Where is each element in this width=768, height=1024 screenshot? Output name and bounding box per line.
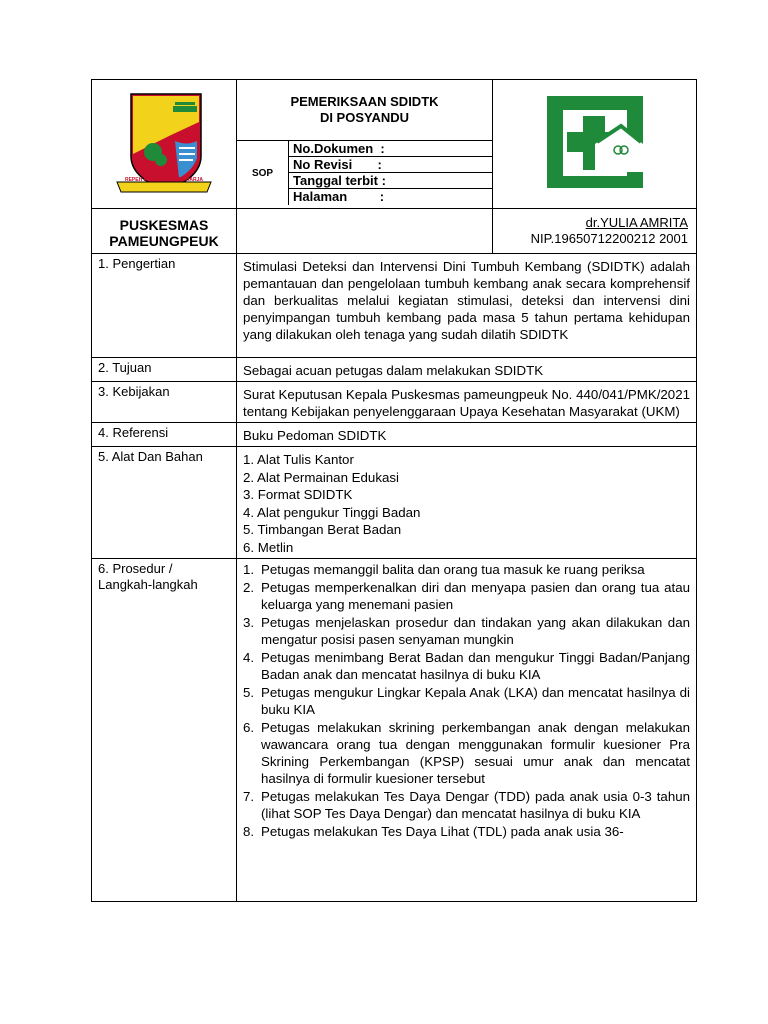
list-item: 6. Metlin <box>243 539 294 555</box>
district-motto: REPEH RAPIH KERTA RAHARJA <box>124 177 204 183</box>
section-label-pengertian: 1. Pengertian <box>92 254 237 358</box>
section-steps-prosedur <box>237 559 697 902</box>
list-item: 1. Petugas memanggil balita dan orang tua masuk ke ruang periksa <box>243 562 645 577</box>
section-label-alat: 5. Alat Dan Bahan <box>92 447 237 559</box>
title-cell <box>237 80 493 209</box>
section-label-kebijakan: 3. Kebijakan <box>92 382 237 423</box>
revision-field: No Revisi : <box>289 157 492 173</box>
list-item: 3. Format SDIDTK <box>243 487 353 502</box>
sop-table <box>91 79 697 902</box>
doc-number-field: No.Dokumen : <box>289 141 492 157</box>
list-item: 3. Petugas menjelaskan prosedur dan tindakan yang akan dilakukan dan mengatur posisi pasen senyaman mungkin <box>243 615 690 647</box>
issue-date-field: Tanggal terbit : <box>289 173 492 189</box>
section-text-tujuan: Sebagai acuan petugas dalam melakukan SDIDTK <box>237 358 697 382</box>
list-item: 2. Petugas memperkenalkan diri dan menyapa pasien dan orang tua atau keluarga yang menemani pasien <box>243 580 690 612</box>
list-item: 8. Petugas melakukan Tes Daya Lihat (TDL) pada anak usia 36- <box>243 824 624 839</box>
list-item: 5. Petugas mengukur Lingkar Kepala Anak (LKA) dan mencatat hasilnya di buku KIA <box>243 685 690 717</box>
empty-cell <box>237 209 493 254</box>
signer-block <box>493 209 697 254</box>
signer-name: dr.YULIA AMRITA <box>585 215 688 230</box>
list-item: 2. Alat Permainan Edukasi <box>243 469 399 485</box>
document-info <box>237 141 492 205</box>
list-item: 5. Timbangan Berat Badan <box>243 522 402 537</box>
list-item: 4. Alat pengukur Tinggi Badan <box>243 504 421 520</box>
sop-label: SOP <box>237 141 289 205</box>
organization-name: PUSKESMAS PAMEUNGPEUK <box>92 209 237 254</box>
page-field: Halaman : <box>293 189 385 204</box>
section-label-tujuan: 2. Tujuan <box>92 358 237 382</box>
list-item: 6. Petugas melakukan skrining perkembangan anak dengan melakukan wawancara orang tua dengan menggunakan formulir kuesioner Pra Skrining Perkembangan (KPSP) sesuai umur anak dan mencatat hasilnya di formulir kuesioner tersebut <box>243 720 690 786</box>
puskesmas-logo-icon <box>539 92 651 192</box>
signer-nip: NIP.19650712200212 2001 <box>530 231 688 246</box>
section-text-kebijakan: Surat Keputusan Kepala Puskesmas pameungpeuk No. 440/041/PMK/2021 tentang Kebijakan penyelenggaraan Upaya Kesehatan Masyarakat (UKM) <box>237 382 697 423</box>
list-item: 7. Petugas melakukan Tes Daya Dengar (TDD) pada anak usia 0-3 tahun (lihat SOP Tes Daya Dengar) dan mencatat hasilnya di buku KIA <box>243 789 690 821</box>
section-label-prosedur: 6. Prosedur / Langkah-langkah <box>92 559 237 902</box>
list-item: 1. Alat Tulis Kantor <box>243 452 354 467</box>
section-text-pengertian: Stimulasi Deteksi dan Intervensi Dini Tumbuh Kembang (SDIDTK) adalah pemantauan dan pengelolaan tumbuh kembang anak secara komprehensif dan berkualitas melalui kegiatan stimulasi, deteksi dan intervensi dini penyimpangan tumbuh kembang pada masa 5 tahun pertama kehidupan yang dilakukan oleh tenaga yang sudah dilatih SDIDTK <box>237 254 697 358</box>
puskesmas-logo-cell <box>493 80 697 209</box>
document-title: PEMERIKSAAN SDIDTK DI POSYANDU <box>237 80 492 141</box>
section-list-alat <box>237 447 697 559</box>
district-logo-cell <box>92 80 237 209</box>
sop-document <box>91 79 696 902</box>
section-text-referensi: Buku Pedoman SDIDTK <box>237 423 697 447</box>
list-item: 4. Petugas menimbang Berat Badan dan mengukur Tinggi Badan/Panjang Badan anak dan mencatat hasilnya di buku KIA <box>243 650 690 682</box>
section-label-referensi: 4. Referensi <box>92 423 237 447</box>
